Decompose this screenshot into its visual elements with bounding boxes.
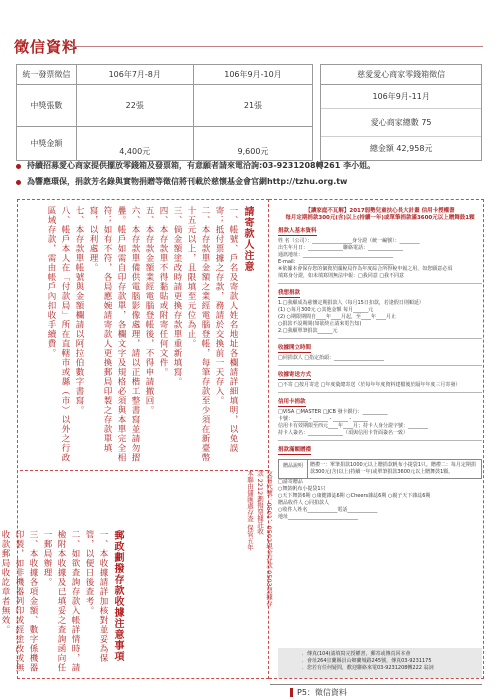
donor-section (278, 228, 482, 280)
deposit-note: 六、本存款單備供電腦影像處理，請以正楷工整書寫並請勿摺疊。帳戶如需自印存款單，各欄文字及規格必須與本單完全相符；如有不符，各局應婉請寄款人更換郵局印製之存款單填寫，以利處理。 (88, 206, 140, 463)
receipt-section (278, 345, 482, 362)
donation-form (278, 208, 482, 521)
bullet-list (16, 158, 486, 190)
donor-birth-field[interactable]: 出生年月日：______________聯絡電話：______________ (278, 245, 404, 251)
deposit-note: 二、本存款單金額之業經電腦登帳，每筆存款至少須在新臺幣十五元以上，且限填至元位為止。 (186, 206, 210, 463)
card-expiry-field[interactable]: 信用卡有效期限至西元____年____月；持卡人身分證字號：________ (278, 423, 429, 429)
page-label-marker (290, 688, 293, 697)
amount-period-1: 4,400元 (76, 127, 193, 161)
mail-section (278, 372, 482, 389)
gift-option[interactable]: 贈品收件人 ○同捐款人 (278, 500, 329, 506)
footer-line: ．會址264宜蘭縣員山鄉蘭城路245號，傳真03-9231175 (302, 658, 432, 664)
donor-address-field[interactable]: 通訊地址：____________________________________ (278, 252, 394, 258)
amount-label: 中獎金額 (17, 127, 77, 161)
credit-table (16, 64, 482, 161)
card-section-title: 信用卡捐款 (278, 399, 306, 405)
deposit-note: 五、本存款金額業經電腦登帳後，不得申請撤回。 (144, 206, 154, 415)
amount-period-2: 9,600元 (193, 127, 313, 161)
mail-option[interactable]: □不寄 □按月寄送 □年度彙總寄送（於每年年度資料建檔後於隔年年度三月寄發） (278, 382, 461, 388)
title-divider (70, 46, 483, 47)
deposit-note: 一、帳號、戶名及寄款人姓名地址各欄請詳細填明，以免誤寄；抵付票據之存款，務請於交換前一天存入。 (214, 206, 238, 453)
tax-note: ※依據本會保存您的個資於國稅局作為年度綜合所得稅申報之用，如您願意必須 (278, 266, 453, 272)
deposit-note: 四、本存款單不得黏貼或附寄任何文件。 (158, 206, 168, 377)
plan-section-title: 我想捐款 (278, 290, 301, 296)
footer-line: ．傳真(104)請填寫完授權書，郵寄或傳真回本會 (302, 651, 411, 657)
receipt-notes-title: 郵政劃撥存款收據注意事項 (112, 530, 123, 662)
receipt-section-title: 收據開立時間 (278, 345, 312, 351)
receipt-note: 三、本收據各項金額、數字係機器印製，如非機器列印或經塗改或無收款郵局收訖章者無效。 (0, 530, 38, 673)
form-heading: 【讓家庭不瓦解】2017弱勢兒童扶心長大計畫 信用卡授權書 (305, 208, 455, 214)
gift-option[interactable]: ○天下舞鼓6期 ○康健雜誌6期 ○Cheers雜誌6期 ○親子天下雜誌6期 (278, 493, 431, 499)
receipt-note: 一、本收據請詳加核對並妥為保管，以便日後查考。 (84, 530, 108, 663)
donor-name-field[interactable]: 姓 名（公司）：________________身分證（統一編號）：________ (278, 238, 420, 244)
contact-footer (278, 648, 482, 678)
footer-line: ．您若有任何疑問，歡迎聯絡來電03-9231208轉222 翁詞 (302, 665, 434, 671)
deposit-note: 三、倘金額塗改時請更換存款單重新填寫。 (172, 206, 182, 387)
invoice-credit-header: 統一發票徵信 (17, 65, 77, 85)
card-type-field[interactable]: □VISA □MASTER □JCB 發卡銀行：__________ (278, 409, 388, 415)
gift-label: 贈品說明 (278, 459, 308, 479)
count-period-2: 21張 (193, 85, 313, 127)
store-box-header: 慈愛愛心商家零錢箱徵信 (321, 65, 482, 85)
transaction-codes: 交易代號：0501、0502現金存款 0503票據存款 2212劃撥票據託收 (256, 470, 273, 607)
gift-text: 贈禮一：單筆捐款1000元以上贈捐款帆布小提袋1只。贈禮二：每月定期捐款300元(含)以上(持續一年)或單筆捐款3600元以上贈舞鼓1顆。 (308, 459, 482, 479)
page-label (270, 684, 482, 698)
retention-note: 本聯由儲匯處存查 保管五年 (246, 470, 254, 551)
gift-option[interactable]: ○收件人姓名____________電話____________ (278, 507, 378, 513)
deposit-notes-title: 請寄款人注意 (242, 206, 253, 272)
bullet-item: 為響應環保，捐款芳名錄與實物捐贈等徵信將刊載於慈懷基金會官網http://tzhu.org.tw (16, 174, 486, 190)
mail-section-title: 收據寄送方式 (278, 372, 312, 378)
plan-option[interactable]: (1) ○每月300元 ○其他金額 每月______元 (278, 307, 374, 313)
page-title: 徵信資料 (14, 38, 79, 56)
plan-option[interactable]: (2) ○期限期間自____年____月起，至____年____月止 (278, 314, 397, 320)
receipt-notes (0, 530, 124, 680)
period-1-header: 106年7月-8月 (76, 65, 193, 85)
donor-email-field[interactable]: E-mail：______________________________________ (278, 259, 394, 265)
receipt-note: 二、如欲查詢存款入帳詳情時，請檢附本收據及已填妥之查詢函向任一郵局辦理。 (42, 530, 80, 673)
tax-consent-checkbox[interactable]: 填寫身分證，如未填寫則無法申報：□我同意 □我不同意 (278, 273, 405, 279)
plan-option[interactable]: 2.□我願單筆捐款______元 (278, 328, 338, 334)
card-signature-field[interactable]: 持卡人簽名：______________（須與信用卡背面簽名一致） (278, 430, 409, 436)
deposit-notes (44, 206, 254, 466)
gift-section-title: 捐款滿額贈禮 (278, 447, 312, 453)
donor-section-title: 捐款人基本資料 (278, 228, 317, 234)
period-2-header: 106年9月-10月 (193, 65, 313, 85)
gift-request-checkbox[interactable]: □請寄贈品 (278, 479, 303, 485)
form-subheading: 每月定期捐款300元(含)以上(持續一年)或單筆捐款滿3600元以上贈舞鼓1顆 (285, 215, 475, 221)
card-number-field[interactable]: 卡號：______ - ______ - ______ - ______ (278, 416, 368, 422)
gift-description (278, 459, 482, 479)
gift-option[interactable]: 地址____________________________ (278, 514, 359, 520)
plan-option[interactable]: 1.□我願成為慈懷定期捐款人（每月15日扣款，若逢假日則順延） (278, 300, 424, 306)
page-label-text: P5：徵信資料 (297, 688, 347, 697)
receipt-option[interactable]: □同捐款人 □指定抬頭：____________________ (278, 355, 385, 361)
count-label: 中獎張數 (17, 85, 77, 127)
plan-option[interactable]: ○捐款不設期間(如欲終止請來電告知) (278, 321, 362, 327)
store-total: 總金額 42,958元 (369, 144, 433, 153)
deposit-note: 七、本存款單帳號與金額欄請以阿拉伯數字書寫。 (74, 206, 84, 415)
gift-section (278, 447, 482, 521)
gift-option[interactable]: ○舞鼓帆布小提袋1只 (278, 486, 326, 492)
plan-section (278, 290, 482, 335)
store-box-details (321, 85, 482, 161)
store-count: 愛心商家總數 75 (321, 109, 481, 137)
count-period-1: 22張 (76, 85, 193, 127)
bullet-item: 持續招募愛心商家提供擺放零錢箱及發票箱，有意願者請來電洽詢:03-9231208轉261 李小姐。 (16, 158, 486, 174)
deposit-note: 八、帳戶本人在「付款局」所在直轄市或縣（市）以外之行政區域存款，需由帳戶內扣收手續費。 (46, 206, 70, 463)
store-box-period: 106年9月-11月 (321, 85, 481, 109)
card-section (278, 399, 482, 437)
notes-divider (20, 470, 268, 471)
